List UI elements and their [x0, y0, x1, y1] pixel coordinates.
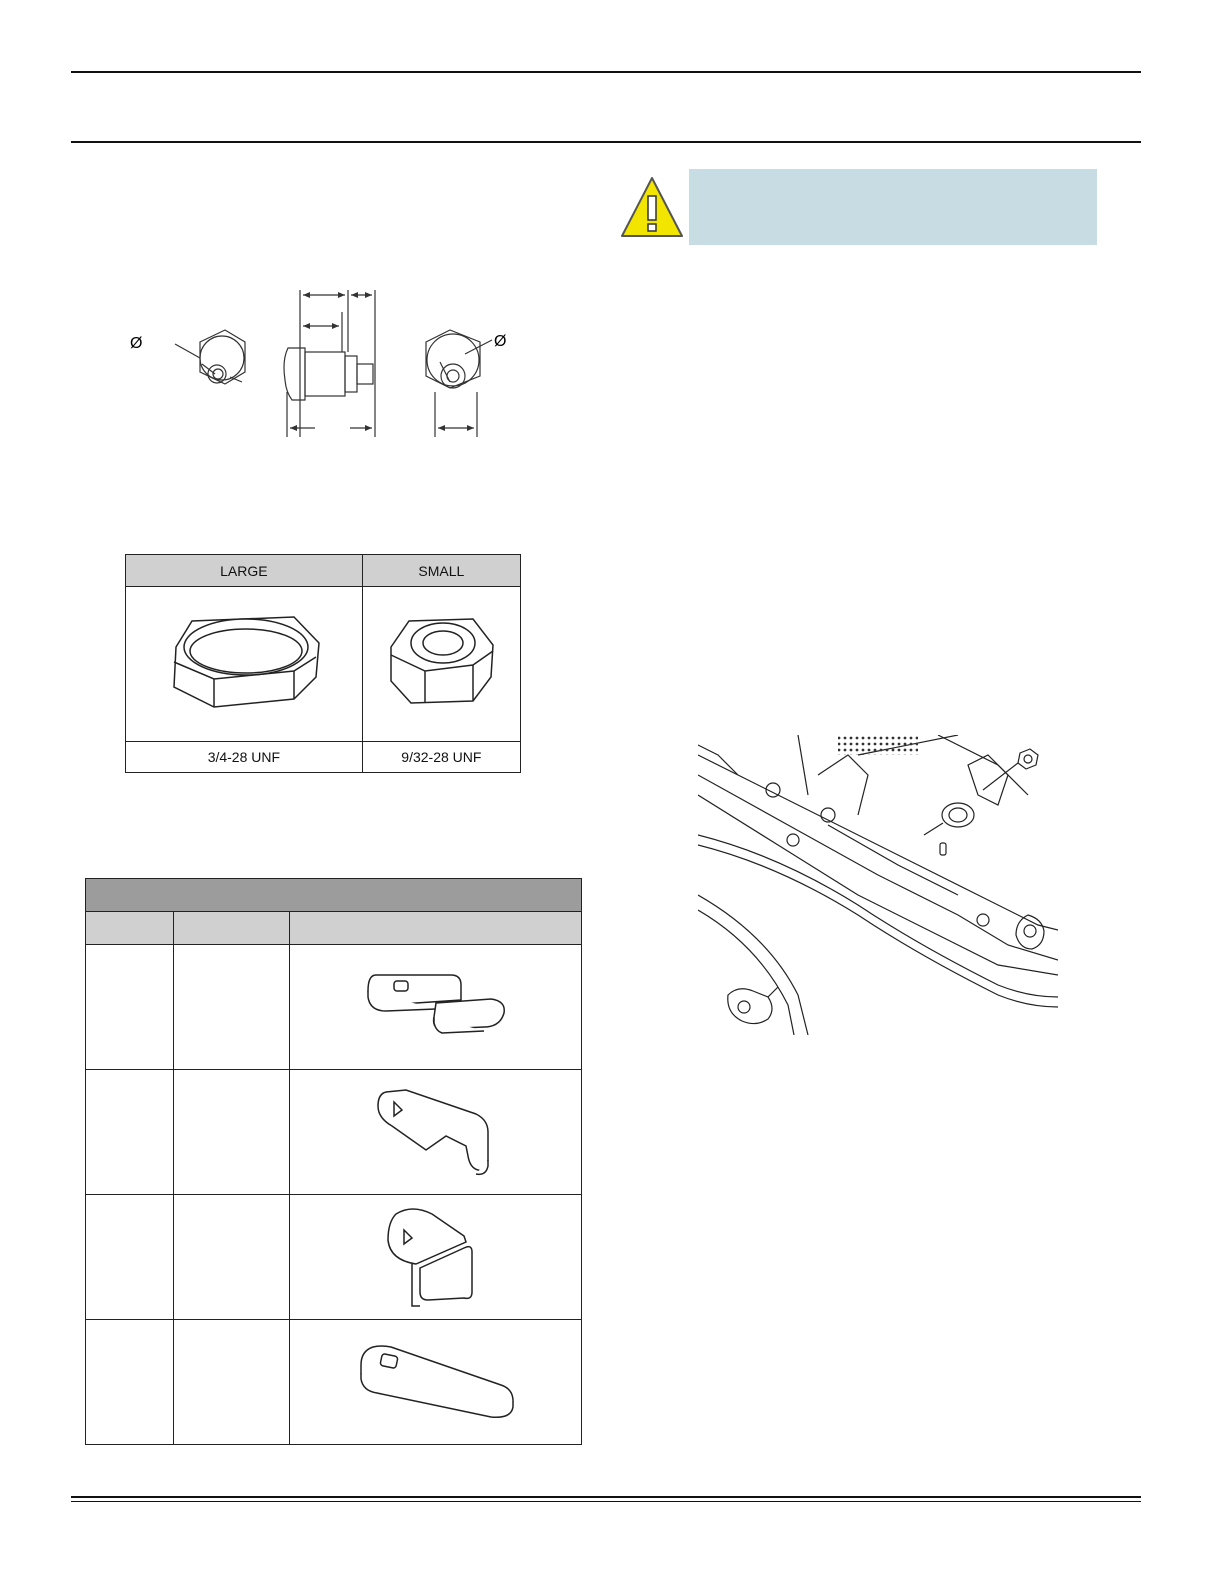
assembly-drawing: [698, 735, 1058, 1035]
footer-rule-top: [71, 1496, 1141, 1498]
nut-header-large: LARGE: [126, 555, 363, 587]
table-row: [86, 1320, 582, 1445]
straight-cam-icon: [351, 1335, 521, 1425]
hook-cam-icon: [356, 965, 516, 1045]
diameter-symbol-right: Ø: [494, 333, 507, 350]
offset-cam-icon: [366, 1080, 506, 1180]
cam-col-header-2: [174, 912, 290, 945]
footer-rule-bottom: [71, 1501, 1141, 1502]
table-row: [86, 1195, 582, 1320]
table-row: [86, 1070, 582, 1195]
header-rule-top: [71, 71, 1141, 73]
large-nut-icon: [154, 607, 334, 717]
header-rule-bottom: [71, 141, 1141, 143]
warning-box: [689, 169, 1097, 245]
cam-col-header-1: [86, 912, 174, 945]
diameter-symbol-left: Ø: [130, 335, 143, 352]
nut-label-large: 3/4-28 UNF: [126, 742, 363, 773]
cam-table-title-bar: [86, 879, 582, 912]
nut-label-small: 9/32-28 UNF: [362, 742, 520, 773]
cam-table: [85, 878, 582, 1445]
small-nut-icon: [381, 607, 501, 717]
cam-col-header-3: [290, 912, 582, 945]
nut-size-table: [125, 554, 521, 773]
bent-cam-icon: [376, 1200, 496, 1310]
warning-icon: [618, 174, 686, 242]
lock-cylinder-drawing: [120, 282, 520, 442]
nut-header-small: SMALL: [362, 555, 520, 587]
table-row: [86, 945, 582, 1070]
